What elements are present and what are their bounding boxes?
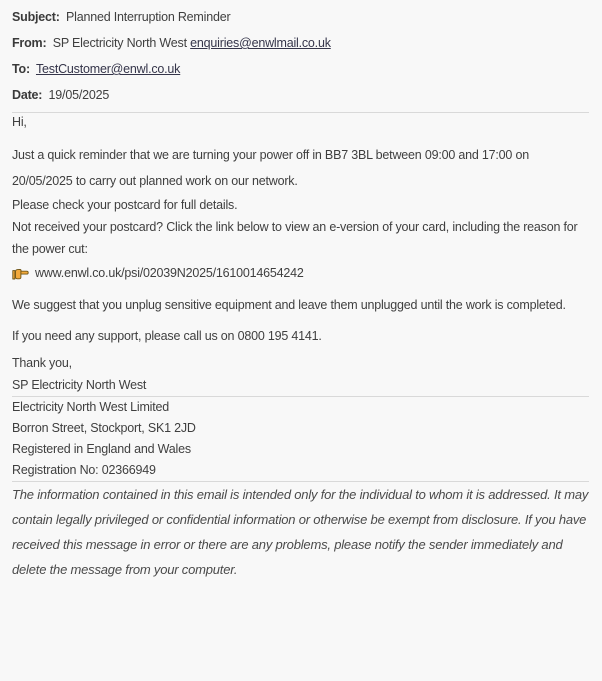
signature-line: SP Electricity North West [12,378,147,392]
date-value: 19/05/2025 [48,88,110,102]
from-name: SP Electricity North West [52,36,187,50]
subject-value: Planned Interruption Reminder [66,10,231,24]
eversion-link[interactable]: www.enwl.co.uk/psi/02039N2025/1610014654242 [35,266,304,280]
unplug-advice-line: We suggest that you unplug sensitive equipment and leave them unplugged until the work is completed. [12,298,566,312]
to-email-link[interactable]: TestCustomer@enwl.co.uk [35,62,181,76]
date-row [12,86,589,104]
company-name: Electricity North West Limited [12,400,170,414]
company-address: Borron Street, Stockport, SK1 2JD [12,421,196,435]
email-body [12,113,589,396]
from-email-link[interactable]: enquiries@enwlmail.co.uk [190,36,331,50]
greeting: Hi, [12,115,27,129]
to-row [12,60,589,78]
company-footer [12,397,589,481]
pointing-hand-icon [12,267,29,280]
eversion-link-row[interactable] [12,262,589,284]
company-registration-no: Registration No: 02366949 [12,463,156,477]
reminder-paragraph: Just a quick reminder that we are turning your power off in BB7 3BL between 09:00 and 17:00 on 20/05/2025 to carry out planned work on our network. [12,148,529,188]
to-label: To: [12,62,30,76]
subject-row [12,8,589,26]
company-registered: Registered in England and Wales [12,442,191,456]
support-line: If you need any support, please call us on 0800 195 4141. [12,329,322,343]
from-row [12,34,589,52]
date-label: Date: [12,88,43,102]
signoff-line: Thank you, [12,356,72,370]
disclaimer-text: The information contained in this email is intended only for the individual to whom it is addressed. It may contain legally privileged or confidential information or otherwise be exempt from disclosure. If you have received this message in error or there are any problems, please notify the sender immediately and delete the message from your computer. [12,487,589,577]
subject-label: Subject: [12,10,60,24]
postcard-prompt-line: Not received your postcard? Click the link below to view an e-version of your card, including the reason for the power cut: [12,220,578,256]
from-label: From: [12,36,47,50]
email-header [12,8,589,104]
postcard-check-line: Please check your postcard for full details. [12,198,238,212]
